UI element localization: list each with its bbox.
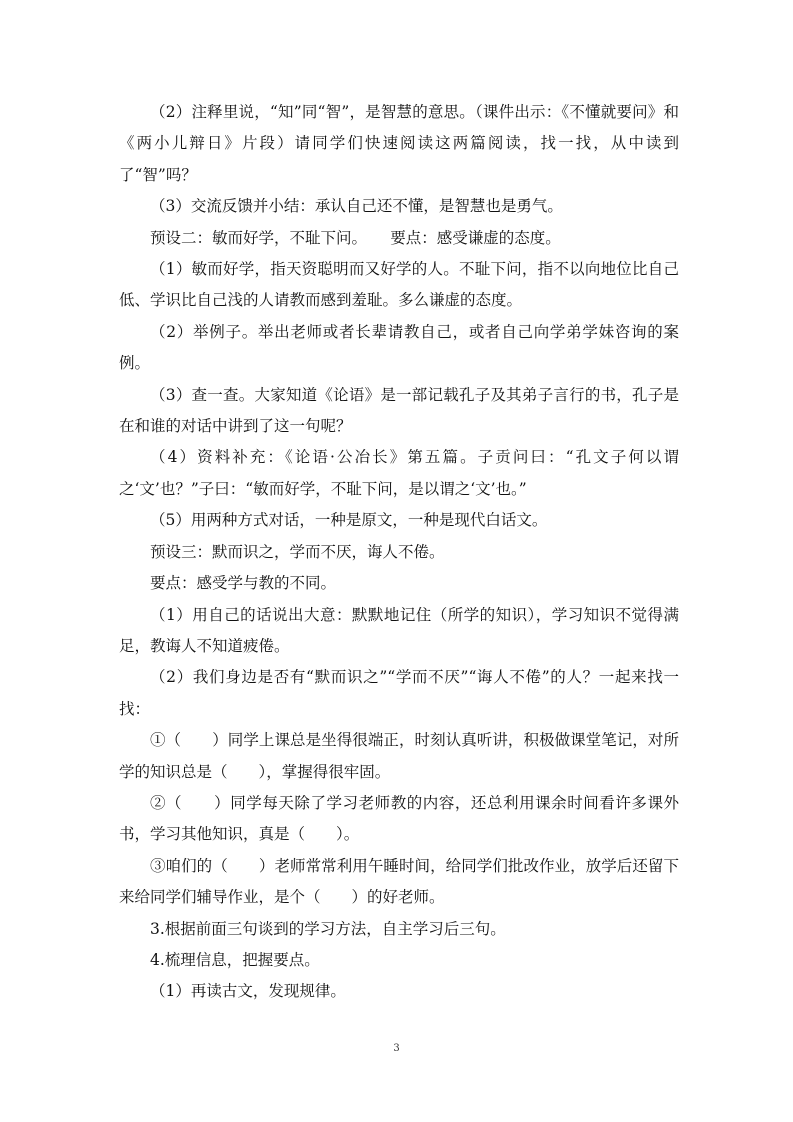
- paragraph-2: （3）交流反馈并小结：承认自己还不懂，是智慧也是勇气。: [150, 197, 563, 216]
- paragraph-17: 4.梳理信息，把握要点。: [150, 950, 320, 969]
- paragraph-11: （1）用自己的话说出大意：默默地记住（所学的知识），学习知识不觉得满足，教诲人不知道疲倦。: [119, 605, 679, 655]
- paragraph-16: 3.根据前面三句谈到的学习方法，自主学习后三句。: [150, 919, 506, 938]
- paragraph-13: ①（ ）同学上课总是坐得很端正，时刻认真听讲，积极做课堂笔记，对所学的知识总是（ ），掌握得很牢固。: [119, 731, 679, 781]
- paragraph-15: ③咱们的（ ）老师常常利用午睡时间，给同学们批改作业，放学后还留下来给同学们辅导作业，是个（ ）的好老师。: [119, 856, 679, 907]
- body-text: [119, 97, 679, 1008]
- paragraph-3: 预设二：敏而好学，不耻下问。 要点：感受谦虚的态度。: [150, 228, 561, 247]
- paragraph-5: （2）举例子。举出老师或者长辈请教自己，或者自己向学弟学妹咨询的案例。: [119, 322, 679, 373]
- paragraph-6: （3）查一查。大家知道《论语》是一部记载孔子及其弟子言行的书，孔子是在和谁的对话中讲到了这一句呢？: [119, 385, 679, 436]
- paragraph-10: 要点：感受学与教的不同。: [150, 574, 337, 593]
- paragraph-7: （4）资料补充：《论语·公冶长》第五篇。子贡问曰：“孔文子何以谓之‘文’也？”子曰：“敏而好学，不耻下问，是以谓之‘文’也。”: [119, 448, 679, 498]
- paragraph-18: （1）再读古文，发现规律。: [150, 982, 346, 1001]
- paragraph-14: ②（ ）同学每天除了学习老师教的内容，还总利用课余时间看许多课外书，学习其他知识，真是（ ）。: [119, 793, 679, 844]
- paragraph-8: （5）用两种方式对话，一种是原文，一种是现代白话文。: [150, 511, 548, 530]
- paragraph-4: （1）敏而好学，指天资聪明而又好学的人。不耻下问，指不以向地位比自己低、学识比自己浅的人请教而感到羞耻。多么谦虚的态度。: [119, 260, 679, 310]
- paragraph-12: （2）我们身边是否有“默而识之”“学而不厌”“诲人不倦”的人？一起来找一找：: [119, 668, 679, 718]
- paragraph-9: 预设三：默而识之，学而不厌，诲人不倦。: [150, 542, 445, 561]
- paragraph-1: （2）注释里说，“知”同“智”，是智慧的意思。（课件出示：《不懂就要问》和《两小儿辩日》片段）请同学们快速阅读这两篇阅读，找一找，从中读到了“智”吗？: [119, 103, 679, 184]
- page-number: 3: [393, 1043, 400, 1054]
